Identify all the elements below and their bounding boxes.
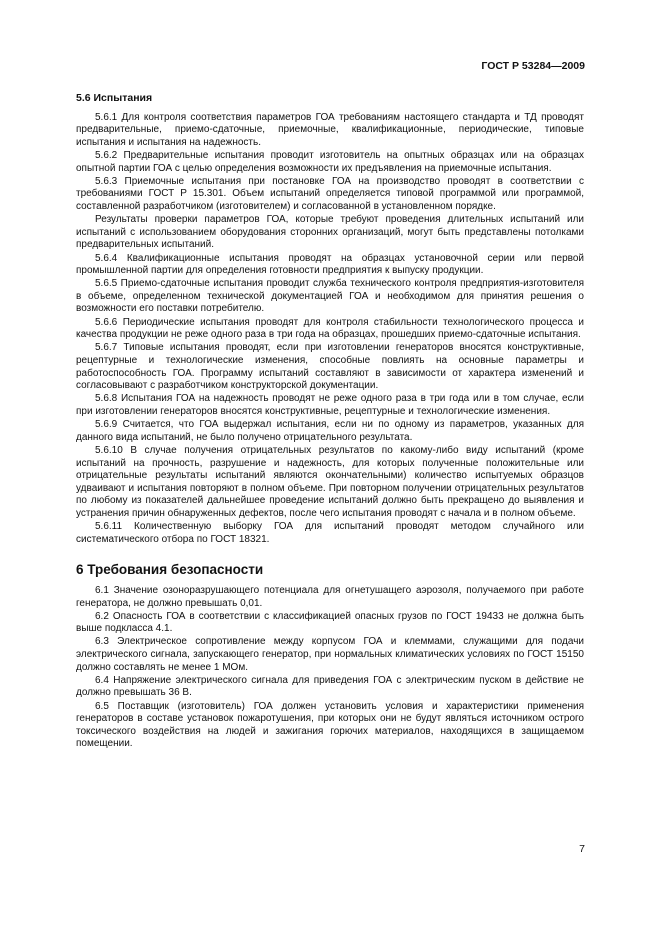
paragraph: 6.2 Опасность ГОА в соответствии с классификацией опасных грузов по ГОСТ 19433 не должна быть выше подкласса 4.1. bbox=[76, 610, 584, 635]
section-tests-body bbox=[76, 112, 584, 547]
paragraph: 5.6.3 Приемочные испытания при постановке ГОА на производство проводят в соответствии с требованиями ГОСТ Р 15.301. Объем испытаний определяется типовой программой или программой, составленной разработчиком (изготовителем) и согласованной в установленном порядке. bbox=[76, 175, 584, 212]
paragraph: 5.6.4 Квалификационные испытания проводят на образцах установочной серии или первой промышленной партии для определения готовности предприятия к выпуску продукции. bbox=[76, 252, 584, 277]
section-title-safety: 6 Требования безопасности bbox=[76, 562, 264, 578]
section-title-tests: 5.6 Испытания bbox=[76, 92, 153, 104]
paragraph: 6.1 Значение озоноразрушающего потенциала для огнетушащего аэрозоля, получаемого при работе генератора, не должно превышать 0,01. bbox=[76, 584, 584, 609]
paragraph: 5.6.11 Количественную выборку ГОА для испытаний проводят методом случайного или систематического отбора по ГОСТ 18321. bbox=[76, 521, 584, 545]
paragraph: 5.6.10 В случае получения отрицательных результатов по какому-либо виду испытаний (кроме испытаний на прочность, разрушение и надежность, для которых полученные положительные или отрицательные результаты испытаний являются окончательными) количество испытуемых образцов удваивают и испытания повторяют в полном объеме. При повторном получении отрицательных результатов по любому из показателей дальнейшее проведение испытаний должно быть прекращено до выявления и устранения причин обнаруженных дефектов, после чего испытания проводят с начала и в полном объеме. bbox=[76, 444, 584, 519]
paragraph: 5.6.1 Для контроля соответствия параметров ГОА требованиям настоящего стандарта и ТД проводят предварительные, приемо-сдаточные, приемочные, квалификационные, периодические, типовые испытания и испытания на надежность. bbox=[76, 111, 584, 148]
section-safety-body bbox=[76, 585, 584, 751]
paragraph: 5.6.6 Периодические испытания проводят для контроля стабильности технологического процесса и качества продукции не реже одного раза в три года на образцах, прошедших приемо-сдаточные испытания. bbox=[76, 316, 584, 341]
document-id: ГОСТ Р 53284—2009 bbox=[481, 60, 585, 72]
paragraph: 6.5 Поставщик (изготовитель) ГОА должен установить условия и характеристики применения генераторов в составе установок пожаротушения, при которых они не будут являться источником острого токсического воздействия на людей и зажигания горючих материалов, находящихся в защищаемом помещении. bbox=[76, 700, 584, 750]
paragraph: Результаты проверки параметров ГОА, которые требуют проведения длительных испытаний или испытаний с использованием оборудования сторонних организаций, могут быть представлены потолками предварительных испытаний. bbox=[76, 214, 584, 251]
paragraph: 5.6.9 Считается, что ГОА выдержал испытания, если ни по одному из параметров, указанных для данного вида испытаний, не было получено отрицательного результата. bbox=[76, 419, 584, 443]
page-number: 7 bbox=[579, 843, 585, 855]
paragraph: 5.6.8 Испытания ГОА на надежность проводят не реже одного раза в три года или в том случае, если при изготовлении генераторов вносятся конструктивные, рецептурные и технологические изменения. bbox=[76, 393, 584, 417]
paragraph: 5.6.2 Предварительные испытания проводит изготовитель на опытных образцах или на образцах опытной партии ГОА с целью определения возможности их предъявления на приемочные испытания. bbox=[76, 149, 584, 174]
page-content bbox=[76, 92, 584, 752]
paragraph: 5.6.5 Приемо-сдаточные испытания проводит служба технического контроля предприятия-изготовителя в объеме, определенном технической документацией ГОА и необходимом для принятия решения о возможности его поставки потребителю. bbox=[76, 278, 584, 315]
paragraph: 5.6.7 Типовые испытания проводят, если при изготовлении генераторов вносятся конструктивные, рецептурные и технологические изменения, способные повлиять на основные параметры и работоспособность ГОА. Программу испытаний составляют в зависимости от характера изменений и согласовывают с разработчиком конструкторской документации. bbox=[76, 342, 584, 392]
paragraph: 6.4 Напряжение электрического сигнала для приведения ГОА с электрическим пуском в действие не должно превышать 36 В. bbox=[76, 674, 584, 699]
paragraph: 6.3 Электрическое сопротивление между корпусом ГОА и клеммами, служащими для подачи электрического сигнала, запускающего генератор, при нормальных климатических условиях по ГОСТ 15150 должно составлять не менее 1 МОм. bbox=[76, 636, 584, 673]
